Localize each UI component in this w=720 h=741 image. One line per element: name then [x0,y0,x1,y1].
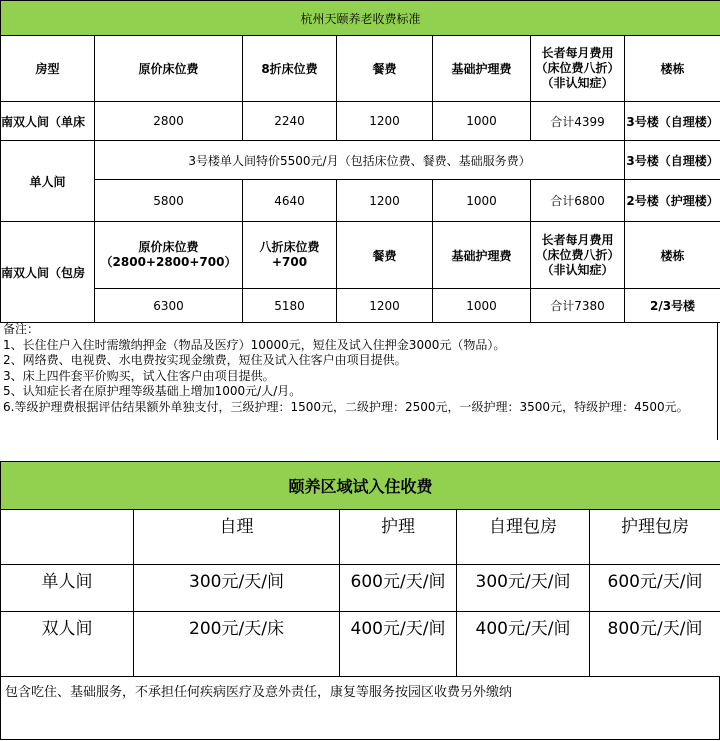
cell-value: 5800 [95,180,243,222]
cell-building: 2/3号楼 [625,289,720,323]
note-item: 6.等级护理费根据评估结果额外单独支付，三级护理：1500元，二级护理：2500元，一级护理：3500元，特级护理：4500元。 [3,399,689,414]
cell-value: 2800 [95,102,243,141]
note-item: 1、长住住户入住时需缴纳押金（物品及医疗）10000元，短住及试入住押金3000元（物品）。 [3,337,506,352]
cell-building: 2号楼（护理楼） [625,180,720,222]
row-single-label: 单人间 [1,141,95,222]
price-cell: 300元/天/间 [134,565,340,612]
note-item: 2、网络费、电视费、水电费按实现金缴费，短住及试入住客户由项目提供。 [3,353,407,367]
price-cell: 400元/天/间 [340,612,457,677]
header-building: 楼栋 [625,36,720,102]
price-cell: 300元/天/间 [457,565,590,612]
row-label-single: 单人间 [1,565,134,612]
header-room-type: 房型 [1,36,95,102]
cell-value: 1000 [433,289,531,323]
cell-value: 5180 [243,289,337,323]
cell-value: 1000 [433,180,531,222]
single-special-offer: 3号楼单人间特价5500元/月（包括床位费、餐费、基础服务费） [95,141,625,180]
subheader-monthly-total: 长者每月费用（床位费八折）（非认知症） [531,222,625,289]
trial-footer-note: 包含吃住、基础服务，不承担任何疾病医疗及意外责任，康复等服务按园区收费另外缴纳 [0,677,720,740]
fee-standard-table [0,0,720,323]
row-label-double: 双人间 [1,612,134,677]
header-meal-fee: 餐费 [337,36,433,102]
price-cell: 400元/天/间 [457,612,590,677]
cell-value: 6300 [95,289,243,323]
subheader-basic-care-fee: 基础护理费 [433,222,531,289]
note-item: 5、认知症长者在原护理等级基础上增加1000元/人/月。 [3,384,302,398]
cell-total: 合计6800 [531,180,625,222]
cell-value: 1200 [337,180,433,222]
column-header [1,510,134,565]
subheader-original-bed-fee: 原价床位费（2800+2800+700） [95,222,243,289]
cell-value: 1200 [337,289,433,323]
cell-value: 1200 [337,102,433,141]
cell-value: 4640 [243,180,337,222]
header-monthly-total: 长者每月费用（床位费八折）（非认知症） [531,36,625,102]
price-cell: 800元/天/间 [590,612,720,677]
row-south-double-label: 南双人间（单床 [1,102,95,141]
notes-section [0,322,718,440]
trial-table-title: 颐养区域试入住收费 [1,462,720,510]
cell-value: 1000 [433,102,531,141]
table-title: 杭州天颐养老收费标准 [1,1,720,36]
price-cell: 600元/天/间 [340,565,457,612]
notes-heading: 备注： [3,322,40,336]
cell-total: 合计7380 [531,289,625,323]
subheader-building: 楼栋 [625,222,720,289]
trial-stay-fee-table [0,461,720,677]
header-discount-bed-fee: 8折床位费 [243,36,337,102]
price-cell: 600元/天/间 [590,565,720,612]
cell-total: 合计4399 [531,102,625,141]
row-south-double-suite-label: 南双人间（包房 [1,222,95,323]
column-header-nursing: 护理 [340,510,457,565]
note-item: 3、床上四件套平价购买，试入住客户由项目提供。 [3,368,275,383]
column-header-nursing-suite: 护理包房 [590,510,720,565]
subheader-meal-fee: 餐费 [337,222,433,289]
cell-value: 2240 [243,102,337,141]
price-cell: 200元/天/床 [134,612,340,677]
subheader-discount-bed-fee: 八折床位费+700 [243,222,337,289]
cell-building: 3号楼（自理楼） [625,141,720,180]
column-header-self-care-suite: 自理包房 [457,510,590,565]
column-header-self-care: 自理 [134,510,340,565]
header-original-bed-fee: 原价床位费 [95,36,243,102]
cell-building: 3号楼（自理楼） [625,102,720,141]
header-basic-care-fee: 基础护理费 [433,36,531,102]
